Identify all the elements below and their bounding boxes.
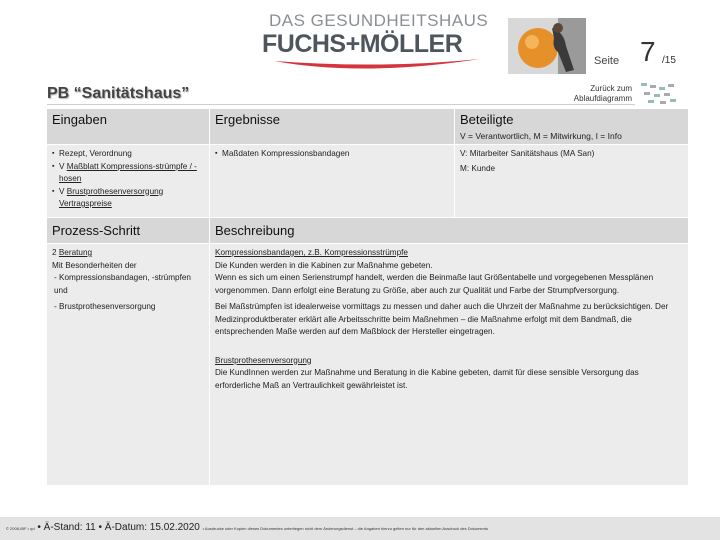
process-table xyxy=(47,109,688,486)
footer-copyright: © 2006-IBF • qd xyxy=(6,526,35,531)
page-title: PB “Sanitätshaus” xyxy=(47,85,190,102)
prozess-cell: 2 Beratung Mit Besonderheiten der - Kompressionsbandagen, -strümpfen und - Brustprothesenversorgung xyxy=(47,244,210,485)
page-total: /15 xyxy=(662,55,676,66)
eingaben-cell xyxy=(47,145,210,217)
list-item: ▪ V Brustprothesenversorgung Vertragspreise xyxy=(52,186,204,211)
header-prozess-schritt: Prozess-Schritt xyxy=(47,218,210,243)
page-label: Seite xyxy=(594,55,620,67)
list-item: ▪ V Maßblatt Kompressions-strümpfe / -hosen xyxy=(52,161,204,186)
beschreibung-cell: Kompressionsbandagen, z.B. Kompressionsstrümpfe Die Kunden werden in die Kabinen zur Maßnahme gebeten. Wenn es sich um einen Serienstrumpf handelt, werden die Beinmaße laut Größentabelle und vorgegebenen Messplänen vorgenommen. Dann erfolgt eine Beratung zu Größe, aber auch zur Qualität und Farbe der Strumpfversorgung. Bei Maßstrümpfen ist idealerweise vormittags zu messen und daher auch die Uhrzeit der Maßnahme zu berücksichtigen. Der Medizinproduktberater erklärt alle Arbeitsschritte beim Maßnehmen – die Maßnahme erfolgt mit dem Bandmaß, die entsprechenden Maße werden auf dem Maßblock der Hersteller eingetragen. Brustprothesenversorgung Die KundInnen werden zur Maßnahme und Beratung in die Kabine gebeten, damit für diese sensible Versorgung das erforderliche Maß an Vertraulichkeit gewährleistet ist. xyxy=(210,244,688,485)
section-heading-kompression: Kompressionsbandagen, z.B. Kompressionsstrümpfe xyxy=(215,248,408,257)
header-ergebnisse: Ergebnisse xyxy=(210,109,455,144)
beteiligte-cell: V: Mitarbeiter Sanitätshaus (MA San) M: Kunde xyxy=(460,149,595,173)
beratung-link[interactable]: Beratung xyxy=(58,248,93,257)
table-header-row xyxy=(47,218,688,244)
footer xyxy=(6,522,488,533)
logo-wordmark: FUCHS+MÖLLER xyxy=(262,30,463,58)
title-divider xyxy=(47,104,635,105)
ergebnisse-cell xyxy=(210,145,455,217)
table-row xyxy=(47,244,688,486)
logo-swoosh-icon xyxy=(272,55,482,73)
table-row xyxy=(47,145,688,218)
beteiligte-legend: V = Verantwortlich, M = Mitwirkung, I = Info xyxy=(460,131,622,141)
section-heading-brustprothese: Brustprothesenversorgung xyxy=(215,355,312,365)
flowchart-thumbnail-icon[interactable] xyxy=(640,82,678,106)
footer-stand: • Ä-Stand: 11 • Ä-Datum: 15.02.2020 xyxy=(34,522,203,533)
header-beteiligte: Beteiligte V = Verantwortlich, M = Mitwirkung, I = Info xyxy=(455,109,688,144)
list-item: ▪ Maßdaten Kompressionsbandagen xyxy=(215,148,449,161)
massblatt-link[interactable]: Maßblatt Kompressions-strümpfe / -hosen xyxy=(59,161,197,183)
header-beschreibung: Beschreibung xyxy=(215,223,295,238)
table-header-row xyxy=(47,109,688,145)
page-number: 7 xyxy=(640,36,656,67)
back-to-flowchart-link[interactable]: Zurück zum Ablaufdiagramm xyxy=(573,84,632,103)
header-eingaben: Eingaben xyxy=(47,109,210,144)
logo-tagline: DAS GESUNDHEITSHAUS xyxy=(269,11,489,30)
vertragspreise-link[interactable]: Brustprothesenversorgung Vertragspreise xyxy=(59,186,164,208)
ball-photo-image xyxy=(508,18,586,74)
footer-note: • Ausdrucke oder Kopien dieses Dokumentes unterliegen nicht dem Änderungsdienst – die Angaben hierzu gelten nur für den aktuellen Ausdruck des Dokuments xyxy=(202,526,488,531)
list-item: ▪ Rezept, Verordnung xyxy=(52,148,204,161)
